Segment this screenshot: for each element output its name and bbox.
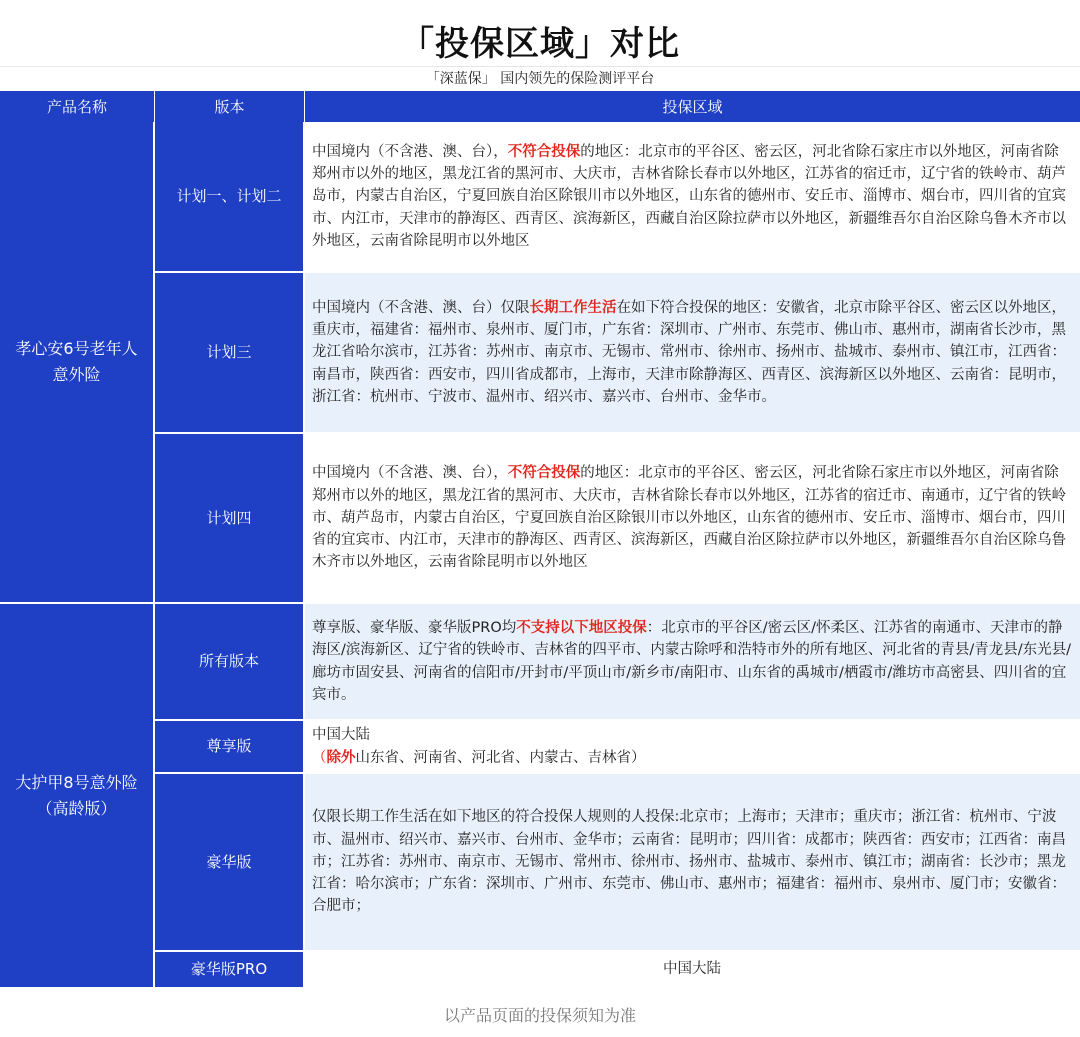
page-subtitle: 「深蓝保」 国内领先的保险测评平台 <box>425 71 655 87</box>
footer-note: 以产品页面的投保须知为准 <box>443 1006 636 1025</box>
header-version: 版本 <box>155 91 305 122</box>
region-all-versions: 尊享版、豪华版、豪华版PRO均不支持以下地区投保：北京市的平谷区/密云区/怀柔区、江苏省的南通市、天津市的静海区/滨海新区、辽宁省的铁岭市、吉林省的四平市、内蒙古除呼和浩特市外的所有地区、河北省的青县/青龙县/东光县/廊坊市固安县、河南省的信阳市/开封市/平顶山市/新乡市/南阳市、山东省的禹城市/栖霞市/潍坊市高密县、四川省的宜宾市。 <box>305 604 1080 721</box>
region-plan-1-2: 中国境内（不含港、澳、台），不符合投保的地区：北京市的平谷区、密云区，河北省除石家庄市以外地区，河南省除郑州市以外的地区，黑龙江省的黑河市、大庆市，吉林省除长春市以外地区，江苏省的宿迁市，辽宁省的铁岭市、葫芦岛市，内蒙古自治区，宁夏回族自治区除银川市以外地区，山东省的德州市、安丘市、淄博市、烟台市，四川省的宜宾市、内江市，天津市的静海区、西青区、滨海新区，西藏自治区除拉萨市以外地区，新疆维吾尔自治区除乌鲁木齐市以外地区，云南省除昆明市以外地区 <box>305 122 1080 273</box>
header-product: 产品名称 <box>0 91 155 122</box>
version-haohua: 豪华版 <box>155 774 305 952</box>
page-title: 「投保区域」对比 <box>400 24 680 64</box>
title-divider <box>0 66 1080 67</box>
header-region: 投保区域 <box>305 91 1080 122</box>
comparison-table <box>0 91 1080 989</box>
highlight-excluded: 除外 <box>326 749 356 766</box>
region-haohua-pro: 中国大陆 <box>305 952 1080 989</box>
highlight-not-eligible: 不符合投保 <box>507 143 581 160</box>
highlight-not-supported: 不支持以下地区投保 <box>516 619 647 636</box>
highlight-not-eligible: 不符合投保 <box>507 465 581 482</box>
region-plan-4: 中国境内（不含港、澳、台），不符合投保的地区：北京市的平谷区、密云区，河北省除石家庄市以外地区，河南省除郑州市以外的地区，黑龙江省的黑河市、大庆市，吉林省除长春市以外地区，江苏省的宿迁市、南通市，辽宁省的铁岭市、葫芦岛市，内蒙古自治区，宁夏回族自治区除银川市以外地区，山东省的德州市、安丘市、淄博市、烟台市，四川省的宜宾市、内江市，天津市的静海区、西青区、滨海新区，西藏自治区除拉萨市以外地区，新疆维吾尔自治区除乌鲁木齐市以外地区，云南省除昆明市以外地区 <box>305 434 1080 604</box>
region-plan-3: 中国境内（不含港、澳、台）仅限长期工作生活在如下符合投保的地区：安徽省，北京市除平谷区、密云区以外地区，重庆市，福建省：福州市、泉州市、厦门市，广东省：深圳市、广州市、东莞市、佛山市、惠州市，湖南省长沙市，黑龙江省哈尔滨市，江苏省：苏州市、南京市、无锡市、常州市、徐州市、扬州市、盐城市、泰州市、镇江市，江西省：南昌市，陕西省：西安市，四川省成都市，上海市，天津市除静海区、西青区、滨海新区以外地区、云南省：昆明市，浙江省：杭州市、宁波市、温州市、绍兴市、嘉兴市、台州市、金华市。 <box>305 273 1080 434</box>
region-haohua: 仅限长期工作生活在如下地区的符合投保人规则的人投保:北京市；上海市；天津市；重庆市；浙江省：杭州市、宁波市、温州市、绍兴市、嘉兴市、台州市、金华市；云南省：昆明市；四川省：成都市；陕西省：西安市；江西省：南昌市；江苏省：苏州市、南京市、无锡市、常州市、徐州市、扬州市、盐城市、泰州市、镇江市；湖南省：长沙市；黑龙江省：哈尔滨市；广东省：深圳市、广州市、东莞市、佛山市、惠州市；福建省：福州市、泉州市、厦门市；安徽省：合肥市； <box>305 774 1080 952</box>
version-plan-3: 计划三 <box>155 273 305 434</box>
version-all: 所有版本 <box>155 604 305 721</box>
version-haohua-pro: 豪华版PRO <box>155 952 305 989</box>
product-name-xiaoxinan: 孝心安6号老年人意外险 <box>0 122 155 604</box>
region-zunxiang: 中国大陆 （除外山东省、河南省、河北省、内蒙古、吉林省） <box>305 721 1080 774</box>
version-zunxiang: 尊享版 <box>155 721 305 774</box>
version-plan-1-2: 计划一、计划二 <box>155 122 305 273</box>
product-name-dahujia: 大护甲8号意外险（高龄版） <box>0 604 155 989</box>
version-plan-4: 计划四 <box>155 434 305 604</box>
highlight-long-term: 长期工作生活 <box>529 299 617 316</box>
